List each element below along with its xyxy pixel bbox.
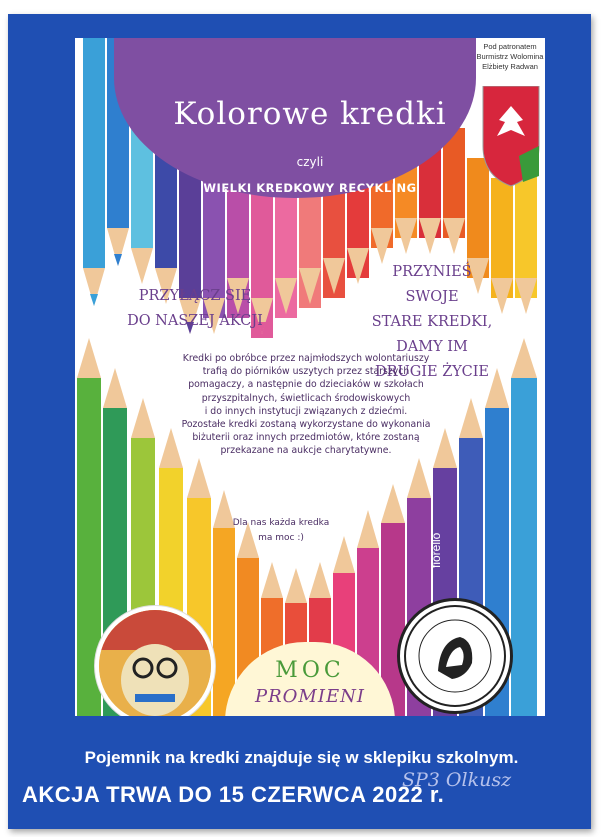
- logo-promieni: PROMIENI: [255, 686, 365, 707]
- description: Kredki po obróbce przez najmłodszych wolontariuszy trafią do piórników uszytych przez starszych pomagaczy, a następnie do dzieciaków w szkołach przyszpitalnych, świetlicach środowiskowych i do innych instytucji związanych z dziećmi. Pozostałe kredki zostaną wykorzystane do wykonania biżuterii oraz innych przedmiotów, które zostaną przekazane na aukcje charytatywne.: [181, 353, 431, 457]
- pencil-brand: fiorello: [429, 532, 443, 568]
- logo-moc: MOC: [275, 658, 345, 683]
- footer-info: Pojemnik na kredki znajduje się w sklepiku szkolnym.: [84, 748, 519, 767]
- school-seal-icon: [397, 598, 513, 714]
- patronage-text: Pod patronatem Burmistrz Wolomina Elżbiety Radwan: [476, 42, 544, 71]
- footer-deadline: AKCJA TRWA DO 15 CZERWCA 2022 r.: [22, 782, 445, 807]
- poster: [75, 38, 545, 716]
- poster-czyli: czyli: [296, 155, 324, 169]
- crest-icon: [479, 86, 543, 212]
- poster-title: Kolorowe kredki: [173, 96, 447, 132]
- slogan-left: PRZYŁĄCZ SIĘ DO NASZEJ AKCJI: [127, 288, 263, 329]
- moc-line: Dla nas każda kredka ma moc :): [232, 518, 330, 543]
- poster-subtitle: WIELKI KREDKOWY RECYKLING: [203, 181, 417, 195]
- puppet-photo-icon: [95, 606, 215, 716]
- slogan-right: PRZYNIEŚ SWOJE STARE KREDKI, DAMY IM DRUGIE ŻYCIE: [371, 264, 493, 380]
- signature: SP3 Olkusz: [402, 769, 512, 791]
